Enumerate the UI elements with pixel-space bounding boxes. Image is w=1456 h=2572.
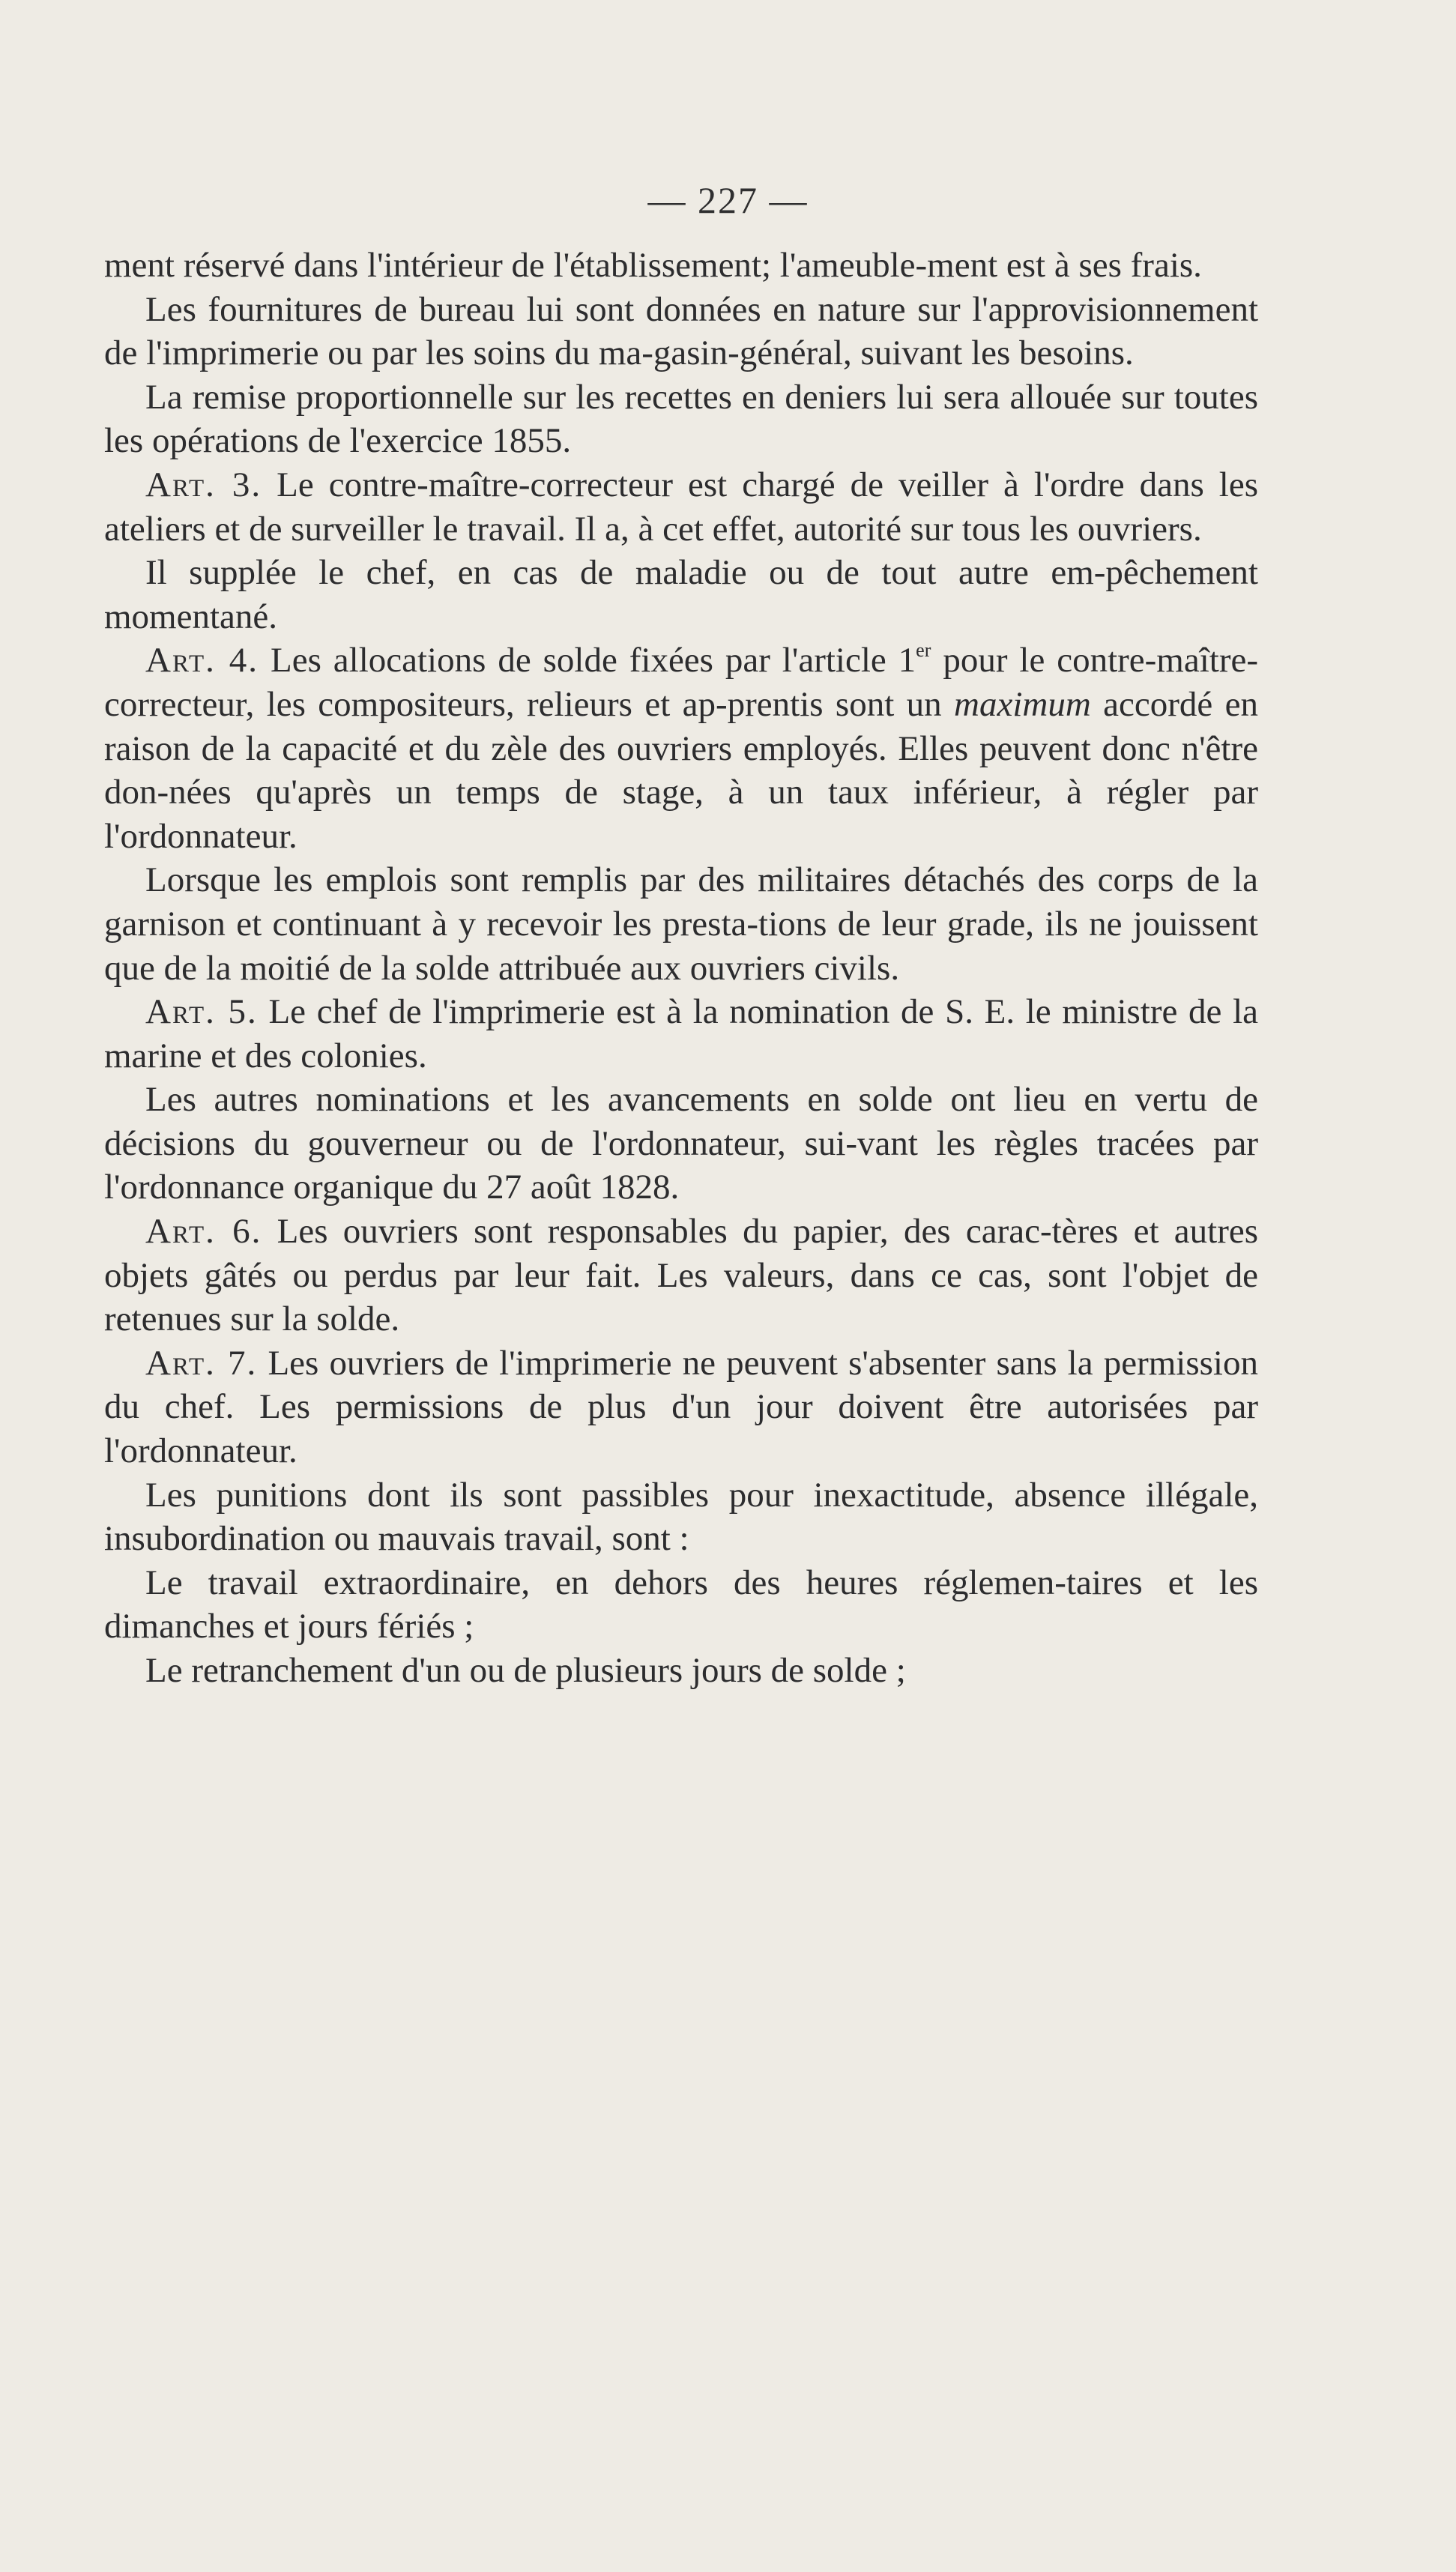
- paragraph-art-3: [104, 463, 1258, 551]
- paragraph-3: La remise proportionnelle sur les recettes en deniers lui sera allouée sur toutes les opérations de l'exercice 1855.: [104, 377, 1258, 461]
- paragraph-14: Le retranchement d'un ou de plusieurs jours de solde ;: [145, 1651, 906, 1690]
- page-number: — 227 —: [647, 179, 809, 221]
- paragraph-art-5: [104, 990, 1258, 1078]
- italic-term: maximum: [954, 684, 1091, 724]
- article-label: Art. 3.: [145, 465, 262, 504]
- article-label: Art. 6.: [145, 1212, 262, 1252]
- paragraph-9: Les autres nominations et les avancements en solde ont lieu en vertu de décisions du gouverneur ou de l'ordonnateur, sui-vant les règles tracées par l'ordonnance organique du 27 août 1828.: [104, 1080, 1258, 1207]
- paragraph-2: Les fournitures de bureau lui sont données en nature sur l'approvisionnement de l'imprimerie ou par les soins du ma-gasin-général, suivant les besoins.: [104, 289, 1258, 373]
- paragraph-5: Il supplée le chef, en cas de maladie ou de tout autre em-pêchement momentané.: [104, 553, 1258, 636]
- paragraph-text: pour le contre-maître-correcteur, les compositeurs, relieurs et ap-prentis sont un: [104, 641, 1259, 724]
- paragraph-1: ment réservé dans l'intérieur de l'établissement; l'ameuble-ment est à ses frais.: [104, 246, 1202, 285]
- paragraph-art-7: [104, 1341, 1258, 1473]
- paragraph-text: accordé en raison de la capacité et du zèle des ouvriers employés. Elles peuvent donc n'être don-nées qu'après un temps de stage, à un taux inférieur, à régler par l'ordonnateur.: [104, 684, 1258, 856]
- article-label: Art. 7.: [145, 1343, 258, 1383]
- paragraph-text: Le contre-maître-correcteur est chargé de veiller à l'ordre dans les ateliers et de surveiller le travail. Il a, à cet effet, autorité sur tous les ouvriers.: [104, 465, 1258, 549]
- article-label: Art. 5.: [145, 992, 258, 1032]
- paragraph-art-6: [104, 1210, 1258, 1341]
- paragraph-text: Le chef de l'imprimerie est à la nomination de S. E. le ministre de la marine et des colonies.: [104, 992, 1258, 1075]
- paragraph-text: Les ouvriers sont responsables du papier, des carac-tères et autres objets gâtés ou perdus par leur fait. Les valeurs, dans ce cas, sont l'objet de retenues sur la solde.: [104, 1212, 1258, 1339]
- paragraph-13: Le travail extraordinaire, en dehors des heures réglemen-taires et les dimanches et jours fériés ;: [104, 1563, 1258, 1646]
- paragraph-text: Les allocations de solde fixées par l'article 1: [271, 641, 916, 680]
- paragraph-art-4: [104, 639, 1258, 858]
- paragraph-12: Les punitions dont ils sont passibles pour inexactitude, absence illégale, insubordination ou mauvais travail, sont :: [104, 1475, 1258, 1559]
- page-body: [104, 244, 1258, 1693]
- superscript: er: [916, 639, 931, 662]
- article-label: Art. 4.: [145, 641, 259, 680]
- paragraph-text: Les ouvriers de l'imprimerie ne peuvent s'absenter sans la permission du chef. Les permissions de plus d'un jour doivent être autorisées par l'ordonnateur.: [104, 1343, 1258, 1471]
- paragraph-7: Lorsque les emplois sont remplis par des militaires détachés des corps de la garnison et continuant à y recevoir les presta-tions de leur grade, ils ne jouissent que de la moitié de la solde attribuée aux ouvriers civils.: [104, 860, 1258, 988]
